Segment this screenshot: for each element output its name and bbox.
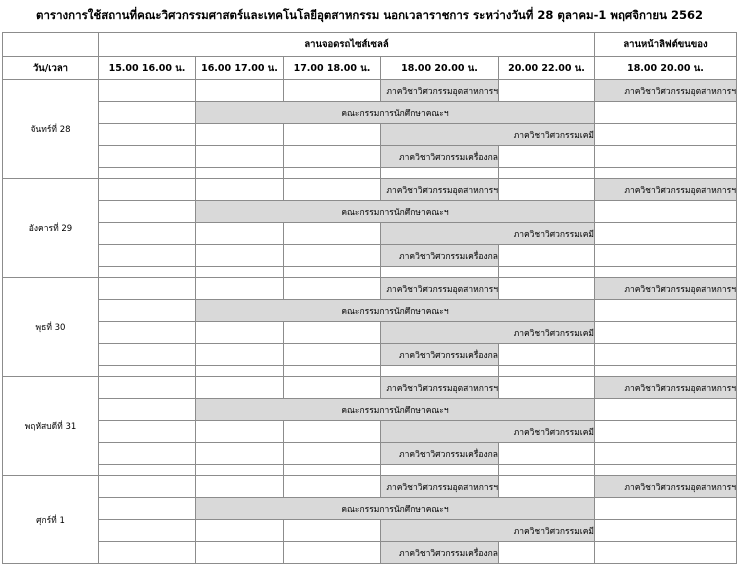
venue-lift-header: ลานหน้าลิฟต์ขนของ (595, 33, 737, 57)
booking-industrial-eng-lift: ภาควิชาวิศวกรรมอุตสาหการฯ (595, 278, 737, 300)
empty-cell (284, 366, 381, 377)
booking-industrial-eng: ภาควิชาวิศวกรรมอุตสาหการฯ (381, 179, 499, 201)
table-row (3, 245, 737, 267)
empty-cell (595, 399, 737, 421)
empty-cell (499, 366, 595, 377)
empty-cell (499, 179, 595, 201)
booking-student-committee: คณะกรรมการนักศึกษาคณะฯ (196, 399, 595, 421)
booking-industrial-eng: ภาควิชาวิศวกรรมอุตสาหการฯ (381, 278, 499, 300)
table-row (3, 498, 737, 520)
spacer-row (3, 168, 737, 179)
empty-cell (196, 245, 284, 267)
empty-cell (196, 520, 284, 542)
booking-student-committee: คณะกรรมการนักศึกษาคณะฯ (196, 201, 595, 223)
booking-mechanical-eng: ภาควิชาวิศวกรรมเครื่องกล (381, 344, 499, 366)
empty-cell (595, 267, 737, 278)
day-label: ศุกร์ที่ 1 (3, 476, 99, 564)
empty-cell (595, 322, 737, 344)
empty-cell (284, 542, 381, 564)
empty-cell (99, 80, 196, 102)
booking-mechanical-eng: ภาควิชาวิศวกรรมเครื่องกล (381, 542, 499, 564)
booking-chemical-eng: ภาควิชาวิศวกรรมเคมี (381, 322, 595, 344)
empty-cell (381, 366, 499, 377)
empty-cell (196, 344, 284, 366)
spacer-row (3, 366, 737, 377)
empty-cell (499, 542, 595, 564)
empty-cell (595, 146, 737, 168)
booking-industrial-eng-lift: ภาควิชาวิศวกรรมอุตสาหการฯ (595, 476, 737, 498)
booking-industrial-eng: ภาควิชาวิศวกรรมอุตสาหการฯ (381, 476, 499, 498)
empty-cell (284, 245, 381, 267)
empty-cell (284, 168, 381, 179)
booking-industrial-eng-lift: ภาควิชาวิศวกรรมอุตสาหการฯ (595, 80, 737, 102)
empty-cell (99, 443, 196, 465)
booking-mechanical-eng: ภาควิชาวิศวกรรมเครื่องกล (381, 443, 499, 465)
table-row (3, 80, 737, 102)
page-title: ตารางการใช้สถานที่คณะวิศวกรรมศาสตร์และเทคโนโลยีอุตสาหกรรม นอกเวลาราชการ ระหว่างวันที่ 28 ตุลาคม-1 พฤศจิกายน 2562 (36, 8, 703, 22)
empty-cell (196, 124, 284, 146)
time-slot-header: 17.00 18.00 น. (284, 57, 381, 80)
empty-cell (595, 102, 737, 124)
empty-cell (595, 498, 737, 520)
empty-cell (284, 344, 381, 366)
table-row (3, 201, 737, 223)
booking-student-committee: คณะกรรมการนักศึกษาคณะฯ (196, 498, 595, 520)
empty-cell (595, 421, 737, 443)
empty-cell (99, 322, 196, 344)
empty-cell (99, 520, 196, 542)
empty-cell (99, 267, 196, 278)
booking-industrial-eng: ภาควิชาวิศวกรรมอุตสาหการฯ (381, 80, 499, 102)
empty-cell (284, 443, 381, 465)
spacer-row (3, 267, 737, 278)
booking-mechanical-eng: ภาควิชาวิศวกรรมเครื่องกล (381, 245, 499, 267)
empty-cell (595, 201, 737, 223)
empty-cell (196, 278, 284, 300)
day-label: พุธที่ 30 (3, 278, 99, 377)
time-slot-header: 15.00 16.00 น. (99, 57, 196, 80)
table-row (3, 278, 737, 300)
empty-cell (99, 542, 196, 564)
empty-cell (99, 465, 196, 476)
empty-cell (595, 366, 737, 377)
empty-cell (99, 245, 196, 267)
venue-parking-header: ลานจอดรถไซส์เซลล์ (99, 33, 595, 57)
booking-industrial-eng: ภาควิชาวิศวกรรมอุตสาหการฯ (381, 377, 499, 399)
day-label: จันทร์ที่ 28 (3, 80, 99, 179)
table-row (3, 421, 737, 443)
empty-cell (284, 476, 381, 498)
empty-cell (499, 80, 595, 102)
empty-cell (99, 179, 196, 201)
empty-cell (284, 278, 381, 300)
empty-cell (595, 465, 737, 476)
empty-cell (595, 542, 737, 564)
empty-cell (196, 476, 284, 498)
empty-cell (595, 223, 737, 245)
empty-cell (595, 124, 737, 146)
table-row (3, 179, 737, 201)
booking-student-committee: คณะกรรมการนักศึกษาคณะฯ (196, 300, 595, 322)
table-row (3, 377, 737, 399)
time-slot-header: 20.00 22.00 น. (499, 57, 595, 80)
booking-chemical-eng: ภาควิชาวิศวกรรมเคมี (381, 124, 595, 146)
empty-cell (284, 80, 381, 102)
empty-cell (196, 421, 284, 443)
table-row (3, 443, 737, 465)
empty-cell (99, 223, 196, 245)
empty-cell (99, 102, 196, 124)
empty-cell (499, 168, 595, 179)
empty-cell (381, 465, 499, 476)
day-label: พฤหัสบดีที่ 31 (3, 377, 99, 476)
schedule-table (2, 32, 737, 564)
table-row (3, 124, 737, 146)
table-row (3, 542, 737, 564)
table-row (3, 223, 737, 245)
empty-cell (99, 498, 196, 520)
booking-chemical-eng: ภาควิชาวิศวกรรมเคมี (381, 421, 595, 443)
empty-cell (284, 223, 381, 245)
empty-cell (381, 267, 499, 278)
empty-cell (595, 520, 737, 542)
table-row (3, 300, 737, 322)
empty-cell (284, 322, 381, 344)
empty-cell (196, 146, 284, 168)
table-row (3, 102, 737, 124)
empty-cell (381, 168, 499, 179)
table-row (3, 322, 737, 344)
empty-cell (595, 168, 737, 179)
table-row (3, 399, 737, 421)
spacer-row (3, 465, 737, 476)
empty-cell (595, 344, 737, 366)
empty-cell (595, 245, 737, 267)
table-row (3, 344, 737, 366)
empty-cell (284, 465, 381, 476)
empty-cell (499, 278, 595, 300)
empty-cell (99, 300, 196, 322)
empty-cell (499, 146, 595, 168)
empty-cell (284, 421, 381, 443)
booking-industrial-eng-lift: ภาควิชาวิศวกรรมอุตสาหการฯ (595, 377, 737, 399)
empty-cell (499, 465, 595, 476)
empty-cell (196, 366, 284, 377)
empty-cell (99, 201, 196, 223)
corner-cell (3, 33, 99, 57)
booking-mechanical-eng: ภาควิชาวิศวกรรมเครื่องกล (381, 146, 499, 168)
booking-student-committee: คณะกรรมการนักศึกษาคณะฯ (196, 102, 595, 124)
empty-cell (196, 443, 284, 465)
empty-cell (99, 146, 196, 168)
empty-cell (196, 322, 284, 344)
time-slot-header: 18.00 20.00 น. (381, 57, 499, 80)
empty-cell (99, 278, 196, 300)
empty-cell (99, 421, 196, 443)
empty-cell (99, 168, 196, 179)
empty-cell (499, 476, 595, 498)
day-time-header: วัน/เวลา (3, 57, 99, 80)
empty-cell (284, 124, 381, 146)
empty-cell (99, 377, 196, 399)
empty-cell (499, 377, 595, 399)
day-label: อังคารที่ 29 (3, 179, 99, 278)
empty-cell (284, 520, 381, 542)
empty-cell (196, 168, 284, 179)
empty-cell (196, 377, 284, 399)
empty-cell (284, 377, 381, 399)
empty-cell (99, 476, 196, 498)
empty-cell (99, 344, 196, 366)
empty-cell (196, 223, 284, 245)
booking-chemical-eng: ภาควิชาวิศวกรรมเคมี (381, 520, 595, 542)
empty-cell (499, 245, 595, 267)
empty-cell (284, 146, 381, 168)
empty-cell (196, 465, 284, 476)
time-slot-header: 18.00 20.00 น. (595, 57, 737, 80)
empty-cell (284, 267, 381, 278)
table-row (3, 520, 737, 542)
table-row (3, 476, 737, 498)
booking-industrial-eng-lift: ภาควิชาวิศวกรรมอุตสาหการฯ (595, 179, 737, 201)
empty-cell (196, 542, 284, 564)
empty-cell (595, 443, 737, 465)
empty-cell (99, 124, 196, 146)
empty-cell (499, 267, 595, 278)
time-slot-header: 16.00 17.00 น. (196, 57, 284, 80)
empty-cell (196, 179, 284, 201)
booking-chemical-eng: ภาควิชาวิศวกรรมเคมี (381, 223, 595, 245)
empty-cell (196, 80, 284, 102)
table-row (3, 146, 737, 168)
empty-cell (196, 267, 284, 278)
empty-cell (499, 344, 595, 366)
empty-cell (595, 300, 737, 322)
empty-cell (99, 366, 196, 377)
empty-cell (99, 399, 196, 421)
empty-cell (499, 443, 595, 465)
empty-cell (284, 179, 381, 201)
